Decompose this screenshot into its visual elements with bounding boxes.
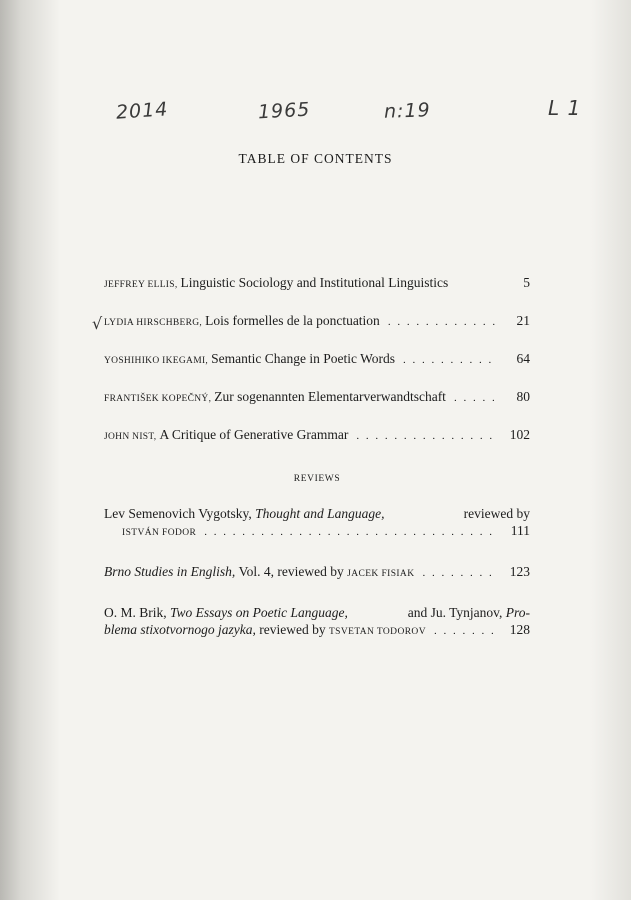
- handwritten-note: 2014: [115, 98, 170, 124]
- dot-leader: [454, 390, 496, 407]
- review-entry: [104, 604, 530, 641]
- book-gutter-shadow: [0, 0, 60, 900]
- entry-author: FRANTIŠEK KOPEČNÝ,: [104, 394, 212, 404]
- dot-leader: [434, 623, 496, 640]
- handwritten-year: 1965: [257, 98, 311, 124]
- margin-check-mark: √: [92, 314, 103, 333]
- review-work-title: Brno Studies in English,: [104, 564, 236, 579]
- contents-entry: [104, 350, 530, 370]
- review-note: and Ju. Tynjanov,: [407, 605, 503, 620]
- contents-entry: [104, 388, 530, 408]
- entry-page: 64: [516, 351, 530, 366]
- dot-leader: [204, 524, 496, 541]
- review-entry: [104, 563, 530, 583]
- handwritten-code: L 1: [548, 96, 582, 120]
- review-note: reviewed by: [463, 506, 530, 521]
- contents-entry: [104, 312, 530, 332]
- reviewer-name: TSVETAN TODOROV: [328, 627, 426, 637]
- reviewer-name: ISTVÁN FODOR: [122, 528, 197, 538]
- review-work-author: Lev Semenovich Vygotsky,: [104, 506, 252, 521]
- review-page: 123: [509, 564, 530, 579]
- entry-author: JEFFREY ELLIS,: [104, 280, 178, 290]
- page-title: TABLE OF CONTENTS: [238, 151, 393, 166]
- entry-title: Zur sogenannten Elementarverwandtschaft: [214, 389, 446, 404]
- review-work-title: Two Essays on Poetic Language,: [170, 605, 348, 620]
- reviews-heading: REVIEWS: [293, 474, 341, 484]
- dot-leader: [356, 428, 496, 445]
- entry-title: Lois formelles de la ponctuation: [205, 313, 380, 328]
- review-page: 128: [509, 622, 530, 637]
- entry-page: 102: [509, 427, 530, 442]
- review-note: Vol. 4, reviewed by: [238, 564, 344, 579]
- review-entry: [104, 505, 530, 542]
- review-work-author: O. M. Brik,: [104, 605, 167, 620]
- entry-author: LYDIA HIRSCHBERG,: [104, 318, 203, 328]
- review-work-title-2-cont: blema stixotvornogo jazyka,: [104, 622, 256, 637]
- dot-leader: [403, 352, 496, 369]
- review-work-title-2: Pro-: [505, 605, 530, 620]
- handwritten-number: n:19: [383, 99, 431, 123]
- entry-title: A Critique of Generative Grammar: [159, 427, 349, 442]
- reviews-list: [104, 505, 530, 662]
- dot-leader: [422, 565, 496, 582]
- entry-author: JOHN NIST,: [104, 432, 157, 442]
- dot-leader: [388, 314, 496, 331]
- entry-title: Linguistic Sociology and Institutional Linguistics: [180, 275, 449, 290]
- review-work-title: Thought and Language,: [255, 506, 385, 521]
- entry-page: 80: [516, 389, 530, 404]
- contents-list: [104, 274, 530, 464]
- entry-page: 5: [523, 275, 530, 290]
- entry-page: 21: [516, 313, 530, 328]
- review-page: 111: [510, 523, 530, 538]
- entry-author: YOSHIHIKO IKEGAMI,: [104, 356, 209, 366]
- contents-entry: [104, 426, 530, 446]
- reviewer-name: JACEK FISIAK: [347, 569, 415, 579]
- page-edge: [591, 0, 631, 900]
- entry-title: Semantic Change in Poetic Words: [211, 351, 395, 366]
- contents-entry: [104, 274, 530, 294]
- review-note: reviewed by: [259, 622, 326, 637]
